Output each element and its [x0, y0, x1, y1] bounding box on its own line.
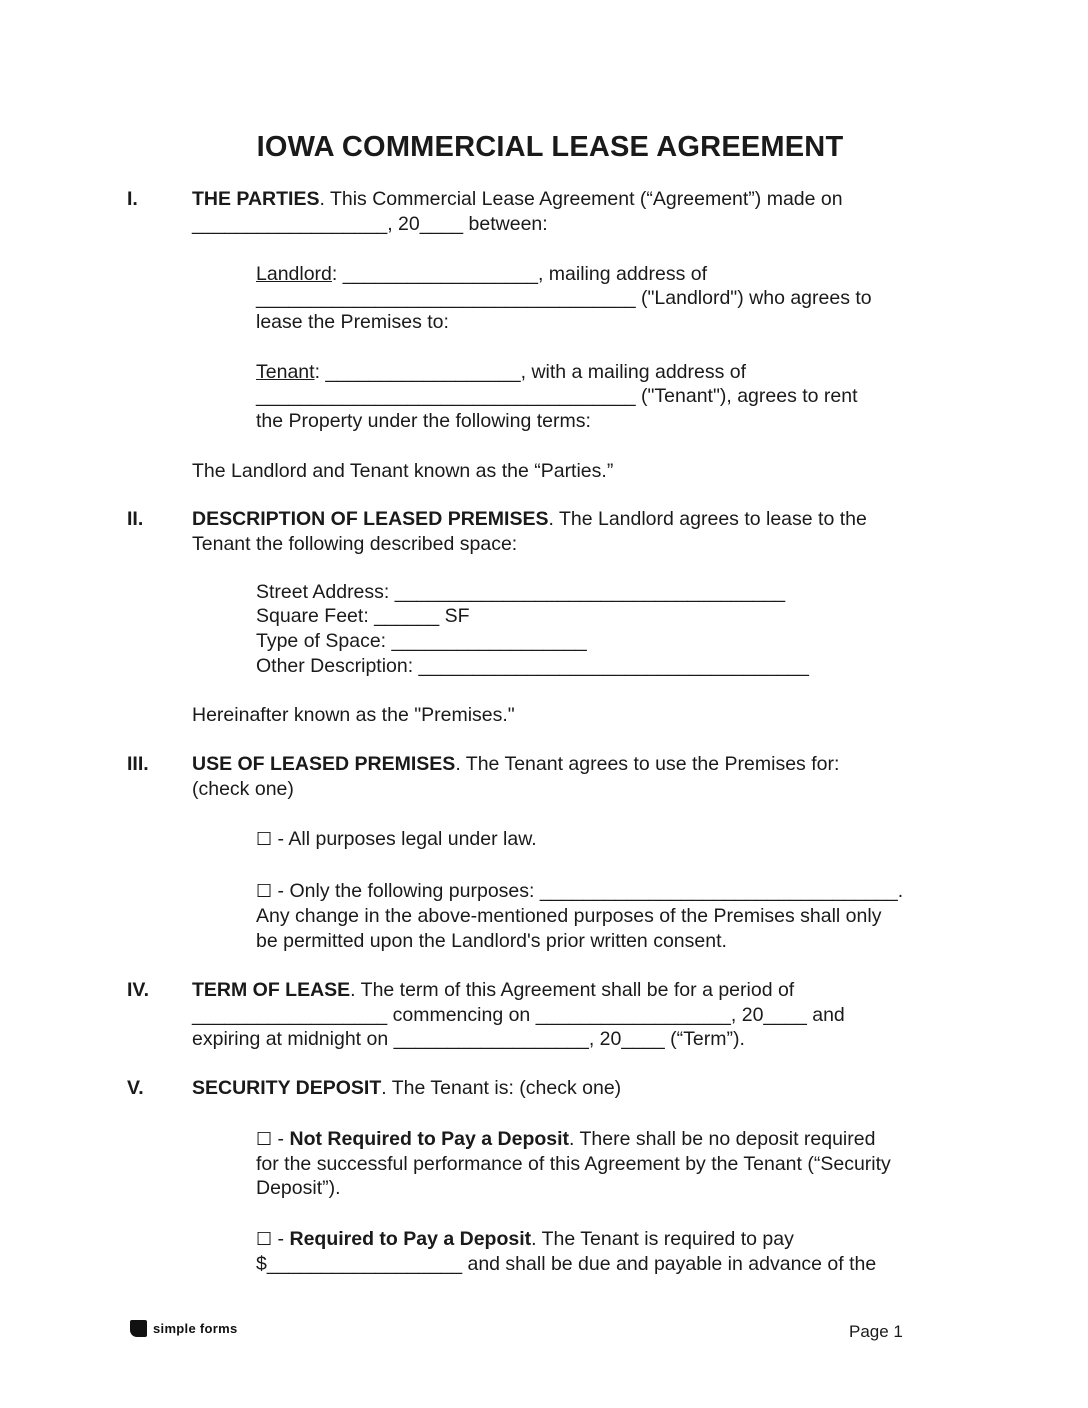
section-premises-line2: Tenant the following described space: — [192, 533, 518, 555]
deposit-option-required-line2: $__________________ and shall be due and payable in advance of the — [256, 1253, 877, 1275]
section-use-line1 — [192, 752, 839, 777]
text: . The term of this Agreement shall be for a period of — [350, 979, 795, 1001]
landlord-line1 — [256, 262, 707, 287]
section-heading: TERM OF LEASE — [192, 979, 351, 1001]
page-number: Page 1 — [849, 1322, 903, 1341]
text: - — [272, 1128, 285, 1150]
street-address-field: Street Address: ____________________________________ — [256, 581, 786, 603]
section-parties-line2: __________________, 20____ between: — [192, 213, 548, 235]
section-number: I. — [127, 188, 138, 210]
text: . The Landlord agrees to lease to the — [548, 508, 867, 530]
other-description-field: Other Description: ____________________________________ — [256, 655, 809, 677]
use-option-specific-line1 — [256, 879, 903, 905]
deposit-option-not-required-line1 — [256, 1127, 875, 1153]
text: . The Tenant is required to pay — [531, 1228, 794, 1250]
section-deposit-line1 — [192, 1076, 621, 1101]
section-use-line2: (check one) — [192, 778, 294, 800]
text: - All purposes legal under law. — [272, 828, 537, 850]
section-number: III. — [127, 753, 149, 775]
text: . The Tenant is: (check one) — [381, 1077, 622, 1099]
use-option-all-purposes — [256, 827, 537, 853]
logo-text: simple forms — [153, 1321, 238, 1336]
tenant-line3: the Property under the following terms: — [256, 410, 591, 432]
checkbox-icon[interactable]: ☐ — [256, 1229, 273, 1250]
landlord-label: Landlord — [256, 263, 332, 285]
text: . This Commercial Lease Agreement (“Agreement”) made on — [319, 188, 843, 210]
section-term-line1 — [192, 978, 794, 1003]
section-number: II. — [127, 508, 144, 530]
use-option-specific-line3: be permitted upon the Landlord's prior written consent. — [256, 930, 727, 952]
text: : __________________, mailing address of — [331, 263, 708, 285]
type-of-space-field: Type of Space: __________________ — [256, 630, 587, 652]
deposit-option-not-required-line2: for the successful performance of this Agreement by the Tenant (“Security — [256, 1153, 891, 1175]
text: - Only the following purposes: _________________________________. — [272, 880, 904, 902]
square-feet-field: Square Feet: ______ SF — [256, 605, 470, 627]
premises-definition: Hereinafter known as the "Premises." — [192, 704, 515, 726]
text: . The Tenant agrees to use the Premises for: — [455, 753, 840, 775]
checkbox-icon[interactable]: ☐ — [256, 881, 273, 902]
text: - — [272, 1228, 285, 1250]
section-heading: SECURITY DEPOSIT — [192, 1077, 382, 1099]
section-heading: THE PARTIES — [192, 188, 320, 210]
section-number: V. — [127, 1077, 144, 1099]
simple-forms-logo — [130, 1320, 238, 1337]
checkbox-icon[interactable]: ☐ — [256, 1129, 273, 1150]
tenant-line1 — [256, 360, 746, 385]
tenant-line2: ___________________________________ ("Tenant"), agrees to rent — [256, 385, 858, 407]
section-premises-line1 — [192, 507, 867, 532]
section-term-line3: expiring at midnight on __________________, 20____ (“Term”). — [192, 1028, 745, 1050]
deposit-option-not-required-line3: Deposit”). — [256, 1177, 341, 1199]
tenant-label: Tenant — [256, 361, 315, 383]
section-number: IV. — [127, 979, 150, 1001]
section-heading: USE OF LEASED PREMISES — [192, 753, 456, 775]
text: . There shall be no deposit required — [569, 1128, 876, 1150]
document-title: IOWA COMMERCIAL LEASE AGREEMENT — [256, 131, 844, 163]
section-parties-line1 — [192, 187, 843, 212]
section-heading: DESCRIPTION OF LEASED PREMISES — [192, 508, 549, 530]
text: : __________________, with a mailing address of — [314, 361, 747, 383]
landlord-line2: ___________________________________ ("Landlord") who agrees to — [256, 287, 872, 309]
option-heading: Not Required to Pay a Deposit — [289, 1128, 570, 1150]
logo-mark-icon — [130, 1320, 147, 1337]
checkbox-icon[interactable]: ☐ — [256, 829, 273, 850]
landlord-line3: lease the Premises to: — [256, 311, 449, 333]
option-heading: Required to Pay a Deposit — [289, 1228, 532, 1250]
section-term-line2: __________________ commencing on __________________, 20____ and — [192, 1004, 845, 1026]
use-option-specific-line2: Any change in the above-mentioned purposes of the Premises shall only — [256, 905, 882, 927]
parties-definition: The Landlord and Tenant known as the “Parties.” — [192, 460, 614, 482]
deposit-option-required-line1 — [256, 1227, 794, 1253]
